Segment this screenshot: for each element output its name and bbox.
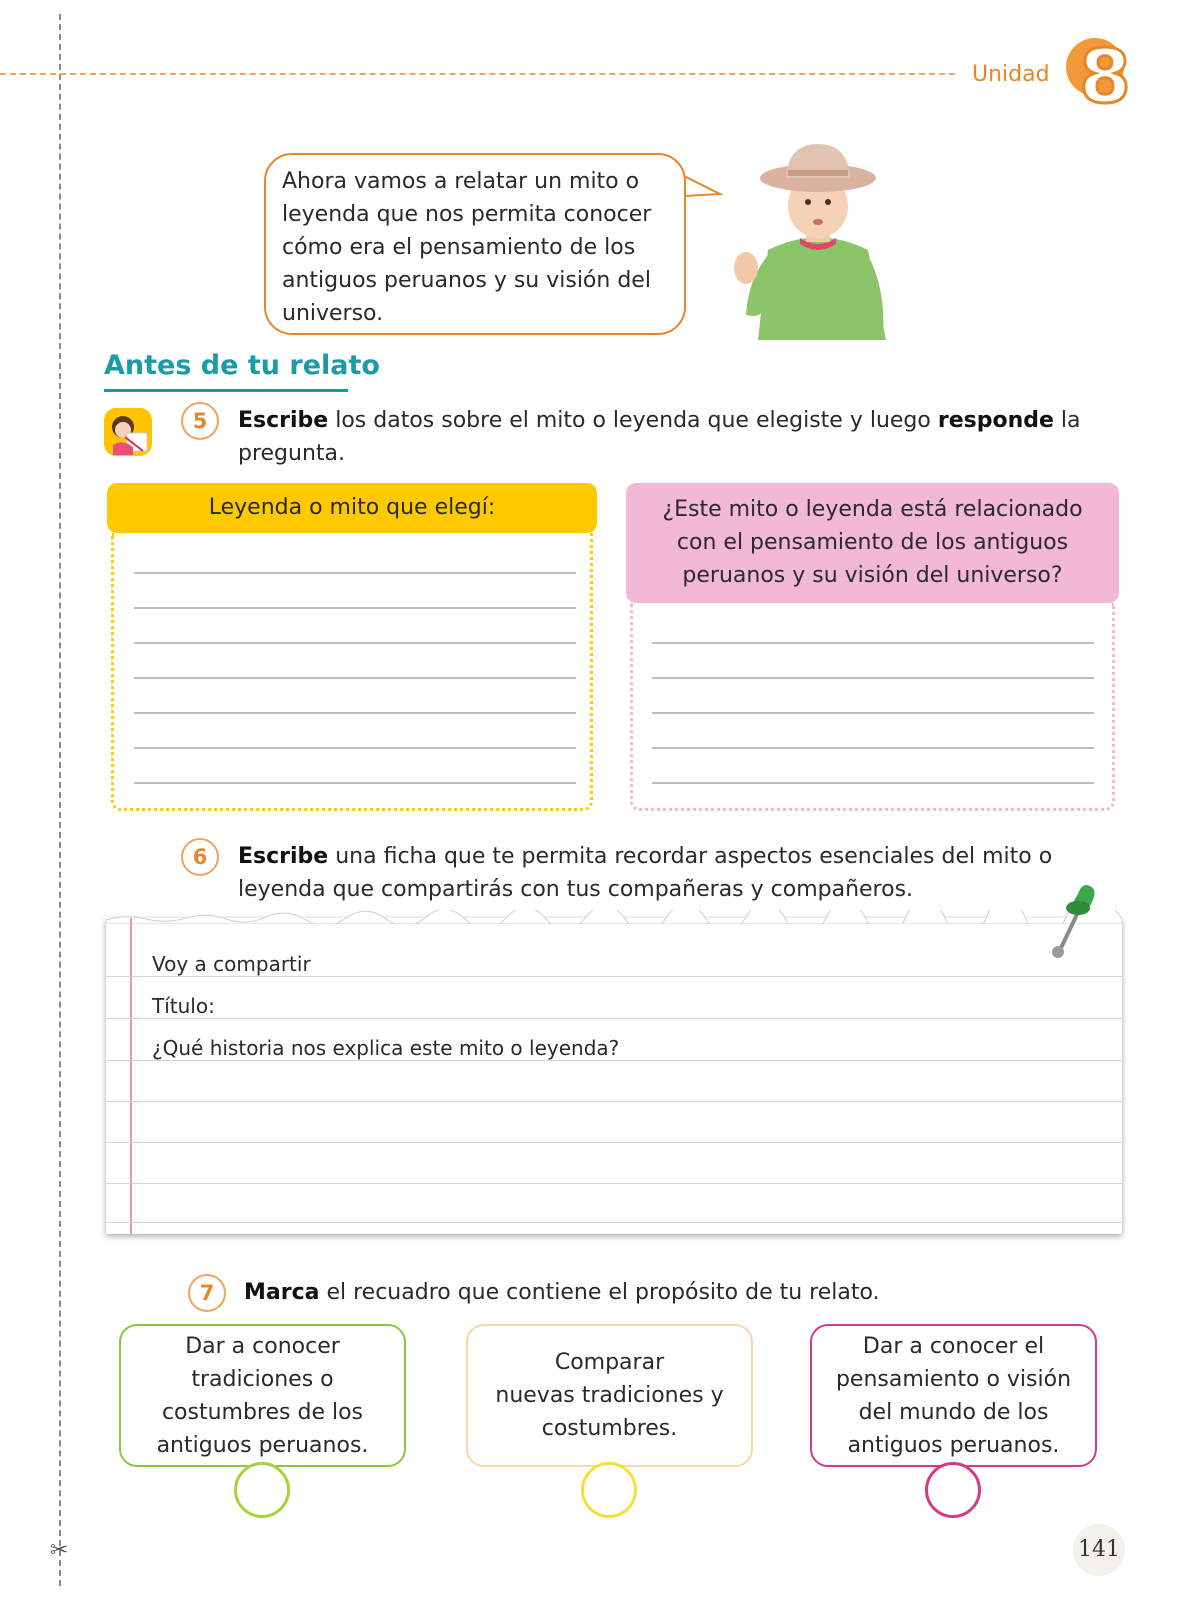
option-line: antiguos peruanos. — [847, 1432, 1060, 1458]
writing-line — [652, 642, 1094, 644]
writing-line — [134, 747, 576, 749]
bubble-line: leyenda que nos permita conocer — [282, 202, 652, 227]
pushpin-icon — [1048, 880, 1108, 960]
note-rule — [106, 1060, 1122, 1061]
writing-line — [652, 712, 1094, 714]
question-line: ¿Este mito o leyenda está relacionado — [662, 497, 1083, 522]
chosen-legend-header: Leyenda o mito que elegí: — [107, 483, 597, 533]
header-dashed-rule — [0, 73, 955, 75]
checkbox-circle-traditions[interactable] — [234, 1462, 290, 1518]
worldview-answer-area[interactable] — [630, 603, 1115, 811]
torn-paper-edge — [106, 910, 1122, 924]
note-field-share: Voy a compartir — [152, 952, 311, 976]
note-rule — [106, 976, 1122, 977]
speech-bubble-tail — [684, 174, 724, 200]
purpose-option-worldview[interactable] — [810, 1324, 1097, 1467]
note-rule — [106, 1222, 1122, 1223]
writing-line — [652, 782, 1094, 784]
chosen-legend-answer-area[interactable] — [111, 533, 593, 811]
option-line: costumbres. — [541, 1416, 678, 1441]
checkbox-circle-compare[interactable] — [581, 1462, 637, 1518]
note-rule — [106, 1142, 1122, 1143]
activity-number-5: 5 — [181, 402, 219, 440]
unit-number: 8 — [1079, 34, 1131, 120]
option-line: Comparar — [554, 1350, 665, 1375]
note-margin-line — [130, 918, 132, 1234]
purpose-option-traditions[interactable] — [119, 1324, 406, 1467]
cut-line — [59, 14, 61, 1586]
option-line: Dar a conocer el — [862, 1333, 1045, 1359]
page-number: 141 — [1073, 1524, 1125, 1576]
bubble-line: Ahora vamos a relatar un mito o — [282, 169, 640, 194]
instruction-verb: Marca — [244, 1280, 320, 1305]
writing-line — [652, 747, 1094, 749]
speech-bubble — [264, 153, 686, 335]
option-line: pensamiento o visión — [835, 1366, 1072, 1392]
writing-girl-icon — [103, 407, 153, 457]
writing-line — [134, 572, 576, 574]
boy-illustration — [728, 140, 908, 350]
activity-5-instruction — [238, 404, 1098, 470]
note-rule — [106, 1018, 1122, 1019]
instruction-text: pregunta. — [238, 441, 346, 466]
note-rule — [106, 1101, 1122, 1102]
section-title: Antes de tu relato — [104, 350, 380, 381]
writing-line — [134, 607, 576, 609]
note-field-title: Título: — [152, 994, 215, 1018]
purpose-option-compare[interactable] — [466, 1324, 753, 1467]
scissors-icon: ✂ — [50, 1538, 69, 1563]
bubble-line: universo. — [282, 301, 384, 326]
instruction-text: el recuadro que contiene el propósito de tu relato. — [319, 1280, 880, 1305]
activity-7-instruction — [244, 1276, 1104, 1309]
bubble-line: antiguos peruanos y su visión del — [282, 268, 651, 293]
activity-6-instruction — [238, 840, 1098, 906]
note-rule — [106, 1183, 1122, 1184]
activity-number-7: 7 — [188, 1274, 226, 1312]
instruction-text: los datos sobre el mito o leyenda que elegiste y luego — [328, 408, 938, 433]
option-line: costumbres de los — [161, 1399, 364, 1425]
instruction-text: la — [1053, 408, 1081, 433]
checkbox-circle-worldview[interactable] — [925, 1462, 981, 1518]
writing-line — [134, 782, 576, 784]
writing-line — [134, 712, 576, 714]
option-line: nuevas tradiciones y — [495, 1383, 724, 1408]
instruction-text: leyenda que compartirás con tus compañeras y compañeros. — [238, 877, 914, 902]
instruction-verb: Escribe — [238, 408, 329, 433]
bubble-line: cómo era el pensamiento de los — [282, 235, 636, 260]
worldview-question-header — [626, 483, 1119, 603]
instruction-verb: responde — [937, 408, 1054, 433]
unit-label: Unidad — [972, 62, 1050, 87]
section-underline — [104, 389, 348, 392]
writing-line — [652, 677, 1094, 679]
question-line: con el pensamiento de los antiguos — [676, 530, 1069, 555]
note-field-story: ¿Qué historia nos explica este mito o leyenda? — [152, 1036, 620, 1060]
option-line: del mundo de los — [858, 1399, 1049, 1425]
option-line: antiguos peruanos. — [156, 1432, 369, 1458]
instruction-verb: Escribe — [238, 844, 329, 869]
option-line: tradiciones o — [191, 1366, 334, 1392]
instruction-text: una ficha que te permita recordar aspectos esenciales del mito o — [328, 844, 1053, 869]
option-line: Dar a conocer — [185, 1333, 340, 1359]
writing-line — [134, 677, 576, 679]
activity-number-6: 6 — [181, 838, 219, 876]
question-line: peruanos y su visión del universo? — [682, 563, 1063, 588]
writing-line — [134, 642, 576, 644]
